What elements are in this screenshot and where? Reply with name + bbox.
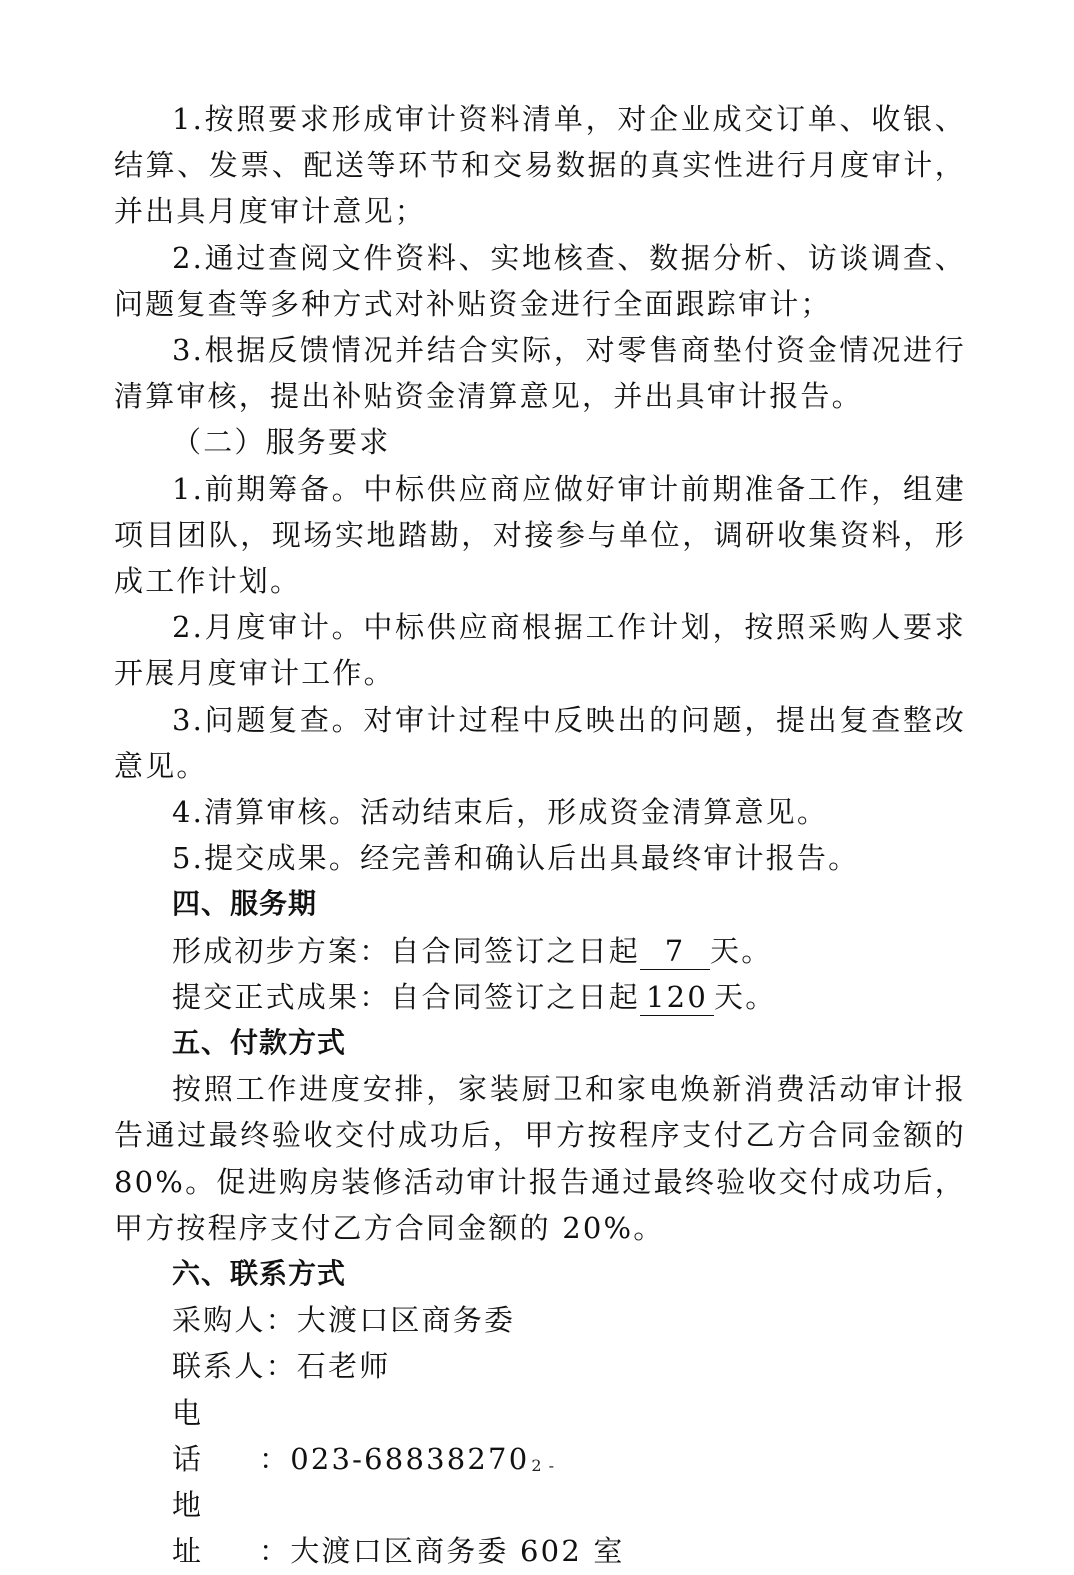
- service-period-final-line: [114, 974, 966, 1020]
- contact-phone-value: ：023-68838270: [259, 1441, 530, 1476]
- service-period-final-days: 120: [640, 979, 714, 1016]
- service-period-draft-line: [114, 928, 966, 974]
- paragraph-settlement-audit: 3.根据反馈情况并结合实际，对零售商垫付资金情况进行清算审核，提出补贴资金清算意见，并出具审计报告。: [114, 333, 966, 414]
- page-body: [114, 96, 966, 1575]
- section-heading-service-period: 四、服务期: [172, 887, 318, 921]
- contact-person: 联系人：石老师: [172, 1349, 391, 1384]
- service-period-draft-prefix: 形成初步方案：自合同签订之日起: [172, 933, 641, 968]
- page-number: - 2 -: [518, 1456, 556, 1475]
- section-heading-payment: 五、付款方式: [172, 1026, 347, 1060]
- contact-purchaser: 采购人：大渡口区商务委: [172, 1303, 516, 1338]
- section-heading-contact: 六、联系方式: [172, 1257, 347, 1291]
- contact-phone-label: 电 话: [172, 1395, 235, 1476]
- requirement-item-preparation: 1.前期筹备。中标供应商应做好审计前期准备工作，组建项目团队，现场实地踏勘，对接参与单位，调研收集资料，形成工作计划。: [114, 471, 966, 599]
- contact-address-value: ：大渡口区商务委 602 室: [259, 1534, 625, 1569]
- service-period-final-prefix: 提交正式成果：自合同签订之日起: [172, 979, 641, 1014]
- requirement-item-monthly-audit: 2.月度审计。中标供应商根据工作计划，按照采购人要求开展月度审计工作。: [114, 610, 966, 691]
- service-period-draft-days: 7: [640, 933, 710, 970]
- requirement-item-review: 3.问题复查。对审计过程中反映出的问题，提出复查整改意见。: [114, 702, 966, 783]
- contact-address-label: 地 址: [172, 1488, 235, 1569]
- paragraph-monthly-audit: 1.按照要求形成审计资料清单，对企业成交订单、收银、结算、发票、配送等环节和交易数据的真实性进行月度审计，并出具月度审计意见；: [114, 102, 966, 229]
- requirement-item-submission: 5.提交成果。经完善和确认后出具最终审计报告。: [172, 841, 860, 876]
- service-period-final-suffix: 天。: [714, 979, 777, 1014]
- contact-address: [114, 1482, 966, 1574]
- service-period-draft-suffix: 天。: [710, 933, 773, 968]
- section-title-service-requirements: （二）服务要求: [172, 425, 391, 460]
- requirement-item-settlement: 4.清算审核。活动结束后，形成资金清算意见。: [172, 795, 829, 830]
- paragraph-tracking-audit: 2.通过查阅文件资料、实地核查、数据分析、访谈调查、问题复查等多种方式对补贴资金进行全面跟踪审计；: [114, 240, 966, 321]
- payment-text: 按照工作进度安排，家装厨卫和家电焕新消费活动审计报告通过最终验收交付成功后，甲方按程序支付乙方合同金额的 80%。促进购房装修活动审计报告通过最终验收交付成功后，甲方按程序支付乙方合同金额的 20%。: [114, 1072, 966, 1245]
